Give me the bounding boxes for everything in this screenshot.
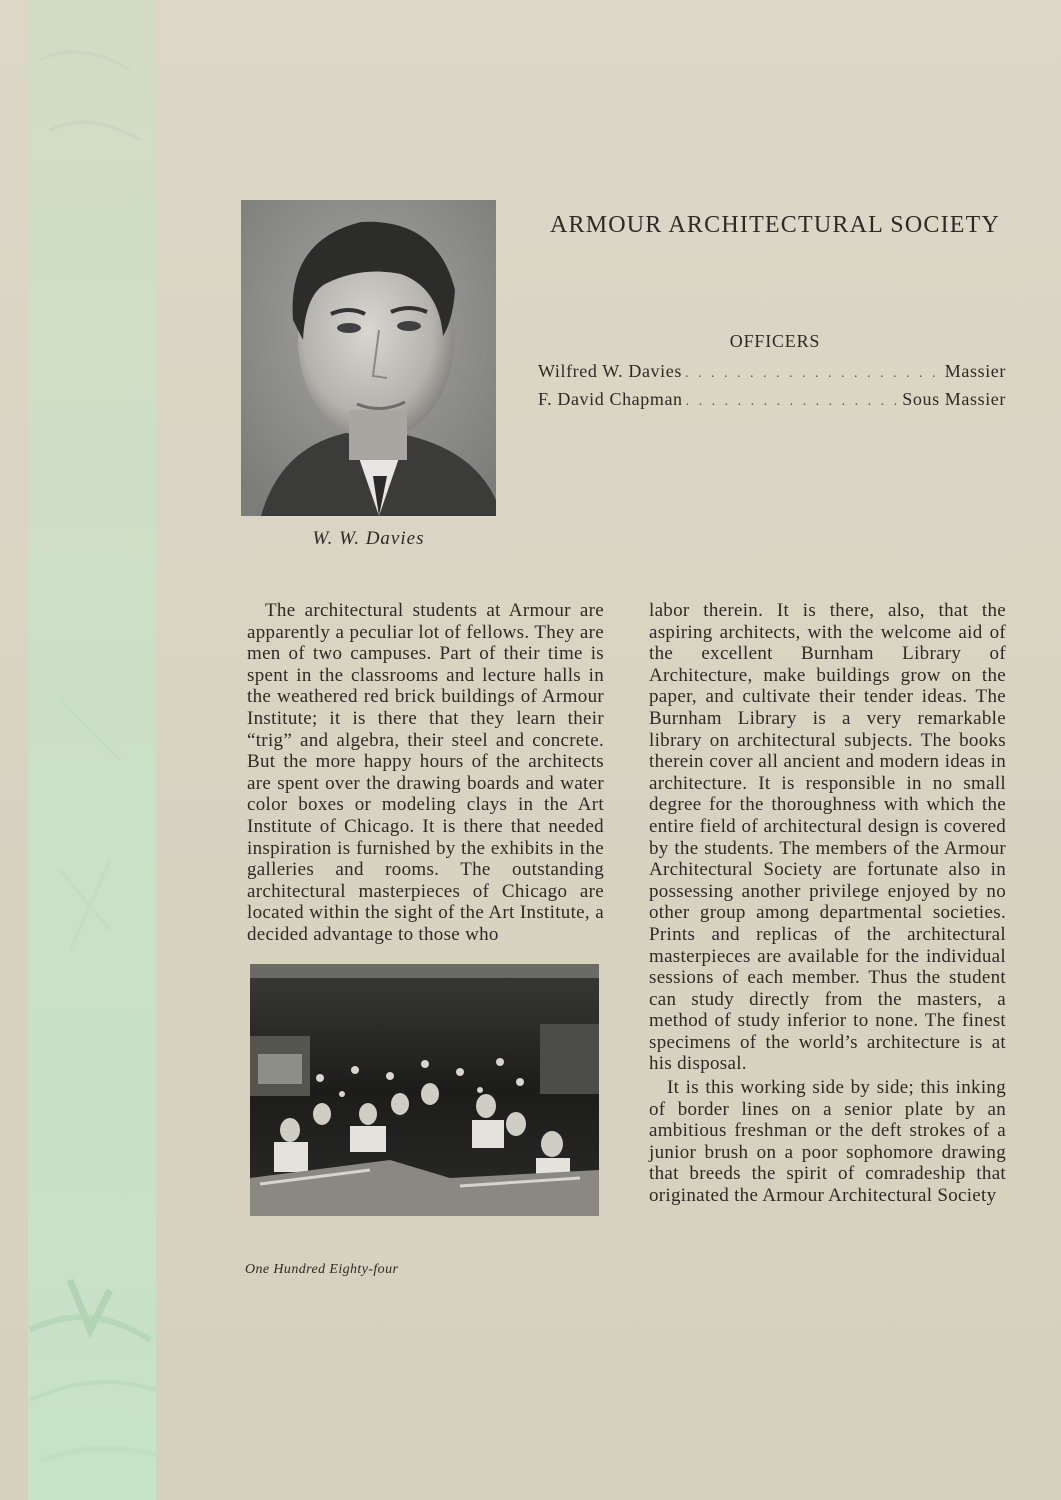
leader-dots <box>686 394 900 410</box>
body-paragraph: It is this working side by side; this inking of border lines on a senior plate by an ambitious freshman or the deft strokes of a junior brush on a poor sophomore drawing that breeds the spirit of comradeship that originated the Armour Architectural Society <box>649 1077 1006 1207</box>
drafting-room-photo <box>250 964 599 1216</box>
officer-row <box>538 389 1006 410</box>
leader-dots <box>685 366 942 382</box>
page-title: ARMOUR ARCHITECTURAL SOCIETY <box>549 212 1001 238</box>
body-column-right <box>649 600 1006 1207</box>
body-column-left <box>247 600 604 946</box>
officer-role: Sous Massier <box>902 389 1006 409</box>
portrait-photo <box>241 200 496 516</box>
officer-name: Wilfred W. Davies <box>538 361 682 381</box>
portrait-caption: W. W. Davies <box>312 528 425 549</box>
page-number: One Hundred Eighty-four <box>245 1262 399 1277</box>
body-paragraph: labor therein. It is there, also, that the aspiring architects, with the welcome aid of the excellent Burnham Library of Architecture, make buildings grow on the paper, and cultivate their tender ideas. The Burnham Library is a very remarkable library on architectural subjects. The books therein cover all ancient and modern ideas in architecture. It is responsible in no small degree for the thoroughness with which the entire field of architectural design is covered by the students. The members of the Armour Architectural Society are fortunate also in possessing another privilege enjoyed by no other group among departmental societies. Prints and replicas of the architectural masterpieces are available for the individual sessions of each member. Thus the student can study directly from the masters, a method of study inferior to none. The finest specimens of the world’s architecture is at his disposal. <box>649 600 1006 1075</box>
officers-heading: OFFICERS <box>729 331 821 351</box>
body-paragraph: The architectural students at Armour are apparently a peculiar lot of fellows. They are men of two campuses. Part of their time is spent in the classrooms and lecture halls in the weathered red brick buildings of Armour Institute; it is there that they learn their “trig” and algebra, their steel and concrete. But the more happy hours of the architects are spent over the drawing boards and water color boxes or modeling clays in the Art Institute of Chicago. It is there that needed inspiration is furnished by the exhibits in the galleries and rooms. The outstanding architectural masterpieces of Chicago are located within the sight of the Art Institute, a decided advantage to those who <box>247 600 604 945</box>
margin-ornament <box>0 0 160 1500</box>
officer-name: F. David Chapman <box>538 389 683 409</box>
officer-role: Massier <box>944 361 1006 381</box>
officer-row <box>538 361 1006 382</box>
